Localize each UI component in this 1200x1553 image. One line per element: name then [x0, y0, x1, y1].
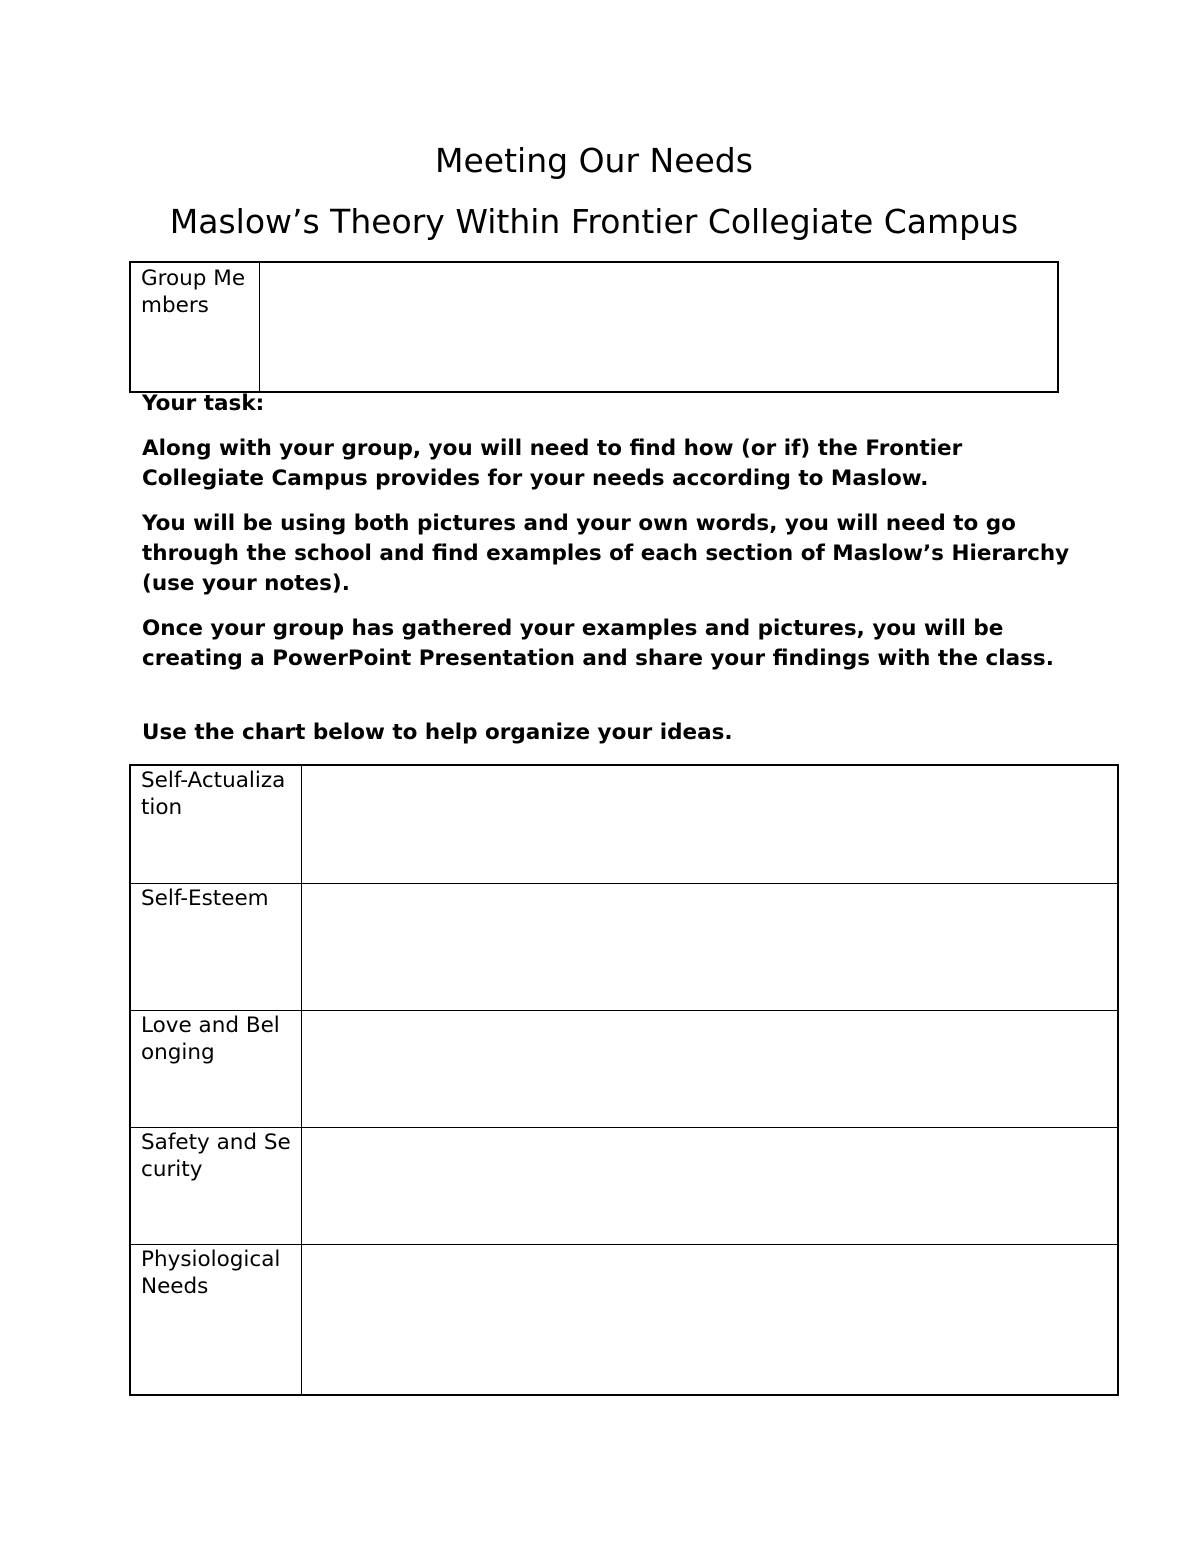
page-title: Meeting Our Needs: [435, 141, 753, 180]
table-row: [130, 884, 1118, 1011]
table-row: [130, 1011, 1118, 1128]
table-row: [130, 1128, 1118, 1245]
love-belonging-label: Love and Belonging: [130, 1011, 302, 1128]
love-belonging-field[interactable]: [302, 1011, 1119, 1128]
table-row: [130, 1245, 1118, 1396]
table-row: [130, 765, 1118, 884]
safety-security-label: Safety and Security: [130, 1128, 302, 1245]
page-subtitle: Maslow’s Theory Within Frontier Collegiate Campus: [169, 202, 1019, 241]
physiological-needs-field[interactable]: [302, 1245, 1119, 1396]
safety-security-field[interactable]: [302, 1128, 1119, 1245]
task-paragraph: Along with your group, you will need to find how (or if) the Frontier Collegiate Campus provides for your needs according to Maslow.: [142, 436, 963, 491]
physiological-needs-label: Physiological Needs: [130, 1245, 302, 1396]
table-row: [130, 262, 1058, 392]
group-members-field[interactable]: [260, 262, 1059, 392]
self-esteem-field[interactable]: [302, 884, 1119, 1011]
task-heading: Your task:: [142, 391, 265, 416]
self-actualization-label: Self-Actualization: [130, 765, 302, 884]
maslow-chart-table: [129, 764, 1119, 1396]
group-members-label: Group Members: [130, 262, 260, 392]
self-esteem-label: Self-Esteem: [130, 884, 302, 1011]
self-actualization-field[interactable]: [302, 765, 1119, 884]
group-members-table: [129, 261, 1059, 393]
task-paragraph: Once your group has gathered your examples and pictures, you will be creating a PowerPoint Presentation and share your findings with the class.: [142, 616, 1054, 671]
task-paragraph: You will be using both pictures and your own words, you will need to go through the school and find examples of each section of Maslow’s Hierarchy (use your notes).: [142, 511, 1070, 596]
task-paragraph: Use the chart below to help organize your ideas.: [142, 720, 733, 745]
